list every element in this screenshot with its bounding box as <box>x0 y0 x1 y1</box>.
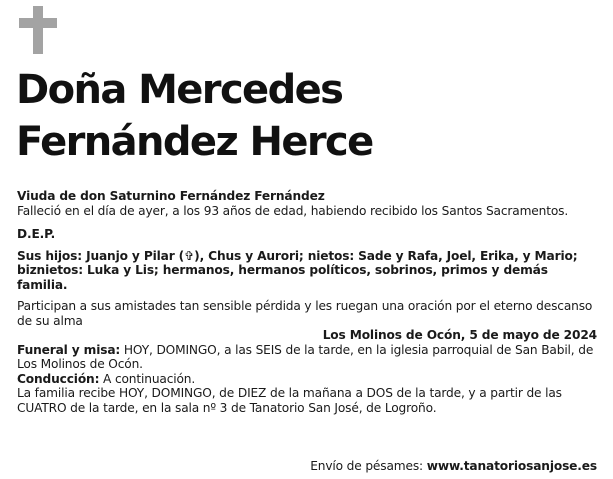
conduction-label: Conducción: <box>17 371 100 386</box>
condolences-label: Envío de pésames: <box>310 459 423 473</box>
deceased-name-line2: Fernández Herce <box>16 119 373 165</box>
cross-horizontal-bar <box>19 18 57 28</box>
cross-icon <box>19 6 57 54</box>
place-date: Los Molinos de Ocón, 5 de mayo de 2024 <box>322 328 597 342</box>
conduction-info <box>17 372 597 387</box>
cross-vertical-bar <box>33 6 43 54</box>
family-reception: La familia recibe HOY, DOMINGO, de DIEZ de la mañana a DOS de la tarde, y a partir de las CUATRO de la tarde, en la sala nº 3 de Tanatorio San José, de Logroño. <box>17 386 562 415</box>
death-notice: Falleció en el día de ayer, a los 93 años de edad, habiendo recibido los Santos Sacramentos. <box>17 203 569 218</box>
dep-line: D.E.P. <box>17 227 56 241</box>
deceased-name <box>16 64 373 168</box>
widow-line: Viuda de don Saturnino Fernández Fernández <box>17 189 325 203</box>
invitation-text: Participan a sus amistades tan sensible pérdida y les ruegan una oración por el eterno descanso de su alma <box>17 299 593 328</box>
condolences-line <box>310 459 597 474</box>
funeral-label: Funeral y misa: <box>17 342 121 357</box>
conduction-text: A continuación. <box>103 371 196 386</box>
funeral-text: HOY, DOMINGO, a las SEIS de la tarde, en la iglesia parroquial de San Babil, de Los Molinos de Ocón. <box>17 342 594 371</box>
family-list: Sus hijos: Juanjo y Pilar (✞), Chus y Aurori; nietos: Sade y Rafa, Joel, Erika, y Mario; biznietos: Luka y Lis; hermanos, hermanos políticos, sobrinos, primos y demás familia. <box>17 248 578 292</box>
deceased-name-line1: Doña Mercedes <box>16 67 343 113</box>
funeral-info <box>17 343 597 372</box>
obituary-body <box>17 189 597 415</box>
condolences-url[interactable]: www.tanatoriosanjose.es <box>426 459 597 473</box>
